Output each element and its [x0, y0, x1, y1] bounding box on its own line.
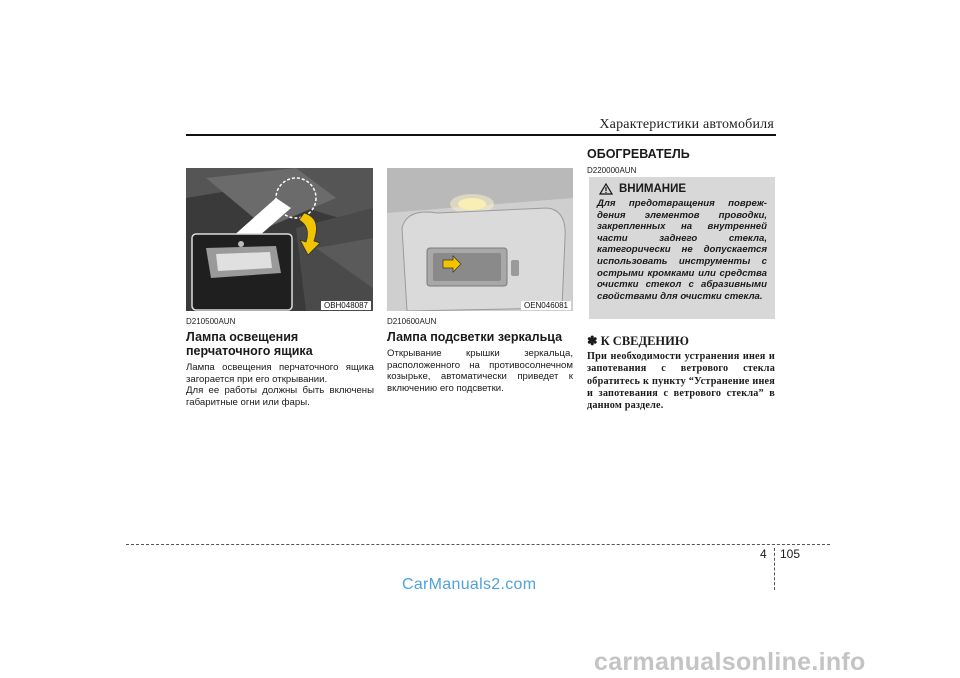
caution-text: Для предотвращения повреж-дения элементов проводки, закрепленных на внутренней части заднего стекла, категорически не допускается использовать инструменты с острыми кромками или средства очистки стекол с абразивными свойствами для очистки стекла.: [597, 198, 767, 302]
page-number: 105: [780, 547, 801, 561]
watermark-carmanuals2[interactable]: CarManuals2.com: [402, 576, 537, 593]
section-code: D210600AUN: [387, 317, 437, 326]
paragraph: Открывание крышки зеркальца, расположенного на противосолнечном козырьке, автоматически приведет к включению его подсветки.: [387, 348, 573, 394]
photo-code: OEN046081: [521, 301, 571, 310]
caution-box: [589, 177, 775, 319]
caution-title: ВНИМАНИЕ: [619, 183, 687, 195]
header-rule: [186, 134, 776, 136]
photo-code: OBH048087: [321, 301, 371, 310]
paragraph: Лампа освещения перчаточного ящика загорается при его открывании.: [186, 362, 374, 385]
glove-box-lamp-section: [186, 317, 374, 408]
vanity-mirror-lamp-section: [387, 317, 573, 394]
glove-box-photo: [186, 168, 373, 311]
heater-section-title: ОБОГРЕВАТЕЛЬ: [587, 147, 690, 161]
footer-rule: [126, 544, 830, 545]
info-note: [587, 333, 775, 412]
section-code: D210500AUN: [186, 317, 236, 326]
watermark-carmanualsonline[interactable]: carmanualsonline.info: [594, 648, 866, 676]
info-title: ✽ К СВЕДЕНИЮ: [587, 334, 689, 348]
caution-header: [597, 183, 767, 195]
section-heading: Лампа подсветки зеркальца: [387, 330, 563, 344]
paragraph: Для ее работы должны быть включены габаритные огни или фары.: [186, 385, 374, 408]
section-code: D220000AUN: [587, 166, 637, 175]
info-text: При необходимости устранения инея и запотевания с ветрового стекла обратитесь к пункту “Устранение инея и запотевания с ветрового стекла” в данном разделе.: [587, 351, 775, 412]
warning-triangle-icon: [599, 183, 613, 195]
section-heading: Лампа освещения перчаточного ящика: [186, 330, 313, 358]
vanity-mirror-photo: [387, 168, 573, 311]
chapter-number: 4: [760, 547, 767, 561]
footer-divider: [774, 548, 775, 590]
page-header-title: Характеристики автомобиля: [599, 117, 774, 132]
